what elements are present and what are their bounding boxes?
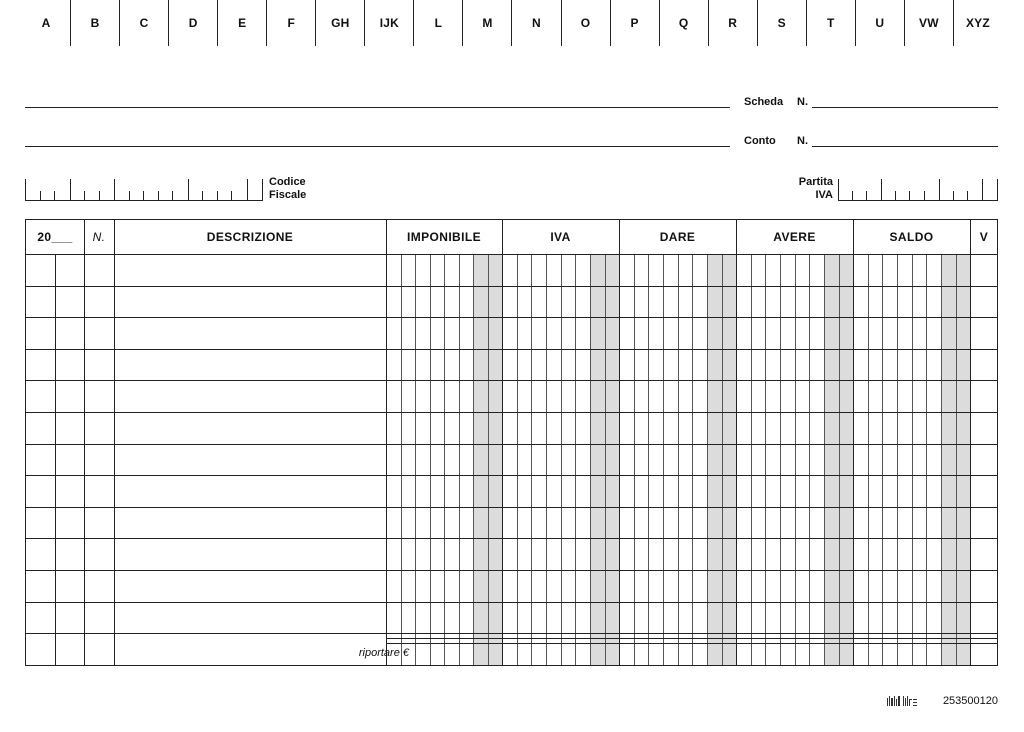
row-divider bbox=[26, 444, 997, 445]
conto-label: Conto bbox=[744, 135, 776, 147]
char-box[interactable] bbox=[867, 179, 882, 200]
digit-divider bbox=[722, 254, 723, 665]
digit-divider bbox=[531, 254, 532, 665]
alphabet-index bbox=[22, 0, 1002, 46]
row-divider bbox=[26, 286, 997, 287]
column-divider bbox=[386, 220, 387, 665]
product-code: 253500120 bbox=[942, 695, 998, 707]
digit-divider bbox=[795, 254, 796, 665]
digit-divider bbox=[430, 254, 431, 665]
year-header: 20___ bbox=[37, 230, 73, 244]
index-tab-n[interactable]: N bbox=[511, 0, 560, 46]
char-box[interactable] bbox=[100, 179, 116, 200]
row-divider bbox=[26, 380, 997, 381]
index-tab-b[interactable]: B bbox=[70, 0, 119, 46]
char-box[interactable] bbox=[853, 179, 867, 200]
conto-number-label: N. bbox=[797, 135, 808, 147]
iva-header: IVA bbox=[550, 230, 571, 244]
dare-header: DARE bbox=[659, 230, 696, 244]
digit-divider bbox=[678, 254, 679, 665]
riportare-label: riportare € bbox=[358, 647, 409, 659]
index-tab-f[interactable]: F bbox=[266, 0, 315, 46]
scheda-label: Scheda bbox=[744, 96, 784, 108]
digit-divider bbox=[882, 254, 883, 665]
row-divider bbox=[26, 349, 997, 350]
partita-iva-boxes[interactable] bbox=[838, 179, 998, 201]
digit-divider bbox=[634, 254, 635, 665]
digit-divider bbox=[401, 254, 402, 665]
char-box[interactable] bbox=[983, 179, 998, 200]
name-line-1 bbox=[25, 107, 730, 108]
digit-divider bbox=[824, 254, 825, 665]
char-box[interactable] bbox=[71, 179, 86, 200]
digit-divider bbox=[926, 254, 927, 665]
index-tab-e[interactable]: E bbox=[217, 0, 266, 46]
char-box[interactable] bbox=[882, 179, 896, 200]
char-box[interactable] bbox=[232, 179, 248, 200]
index-tab-o[interactable]: O bbox=[561, 0, 610, 46]
digit-divider bbox=[575, 254, 576, 665]
row-divider bbox=[26, 602, 997, 603]
descrizione-header: DESCRIZIONE bbox=[206, 230, 294, 244]
digit-divider bbox=[459, 254, 460, 665]
footer bbox=[887, 695, 998, 707]
digit-divider bbox=[517, 254, 518, 665]
digit-divider bbox=[473, 254, 474, 665]
total-divider bbox=[386, 638, 997, 639]
codice-fiscale-label: Codice Fiscale bbox=[269, 176, 307, 201]
ledger-table bbox=[25, 219, 998, 666]
digit-divider bbox=[868, 254, 869, 665]
digit-divider bbox=[444, 254, 445, 665]
char-box[interactable] bbox=[925, 179, 940, 200]
column-divider bbox=[55, 254, 56, 665]
digit-divider bbox=[415, 254, 416, 665]
saldo-header: SALDO bbox=[889, 230, 934, 244]
digit-divider bbox=[707, 254, 708, 665]
digit-divider bbox=[809, 254, 810, 665]
index-tab-xyz[interactable]: XYZ bbox=[953, 0, 1002, 46]
column-divider bbox=[619, 220, 620, 665]
codice-fiscale-boxes[interactable] bbox=[25, 179, 263, 201]
avere-header: AVERE bbox=[773, 230, 816, 244]
digit-divider bbox=[780, 254, 781, 665]
index-tab-s[interactable]: S bbox=[757, 0, 806, 46]
index-tab-d[interactable]: D bbox=[168, 0, 217, 46]
index-tab-gh[interactable]: GH bbox=[315, 0, 364, 46]
char-box[interactable] bbox=[248, 179, 264, 200]
char-box[interactable] bbox=[189, 179, 204, 200]
name-line-2 bbox=[25, 146, 730, 147]
digit-divider bbox=[897, 254, 898, 665]
column-divider bbox=[114, 220, 115, 665]
column-divider bbox=[853, 220, 854, 665]
index-tab-q[interactable]: Q bbox=[659, 0, 708, 46]
char-box[interactable] bbox=[41, 179, 56, 200]
total-divider bbox=[386, 643, 997, 644]
column-divider bbox=[84, 220, 85, 665]
char-box[interactable] bbox=[144, 179, 159, 200]
digit-divider bbox=[941, 254, 942, 665]
brand-logo-icon bbox=[887, 695, 935, 707]
char-box[interactable] bbox=[159, 179, 174, 200]
char-box[interactable] bbox=[130, 179, 145, 200]
char-box[interactable] bbox=[85, 179, 100, 200]
index-tab-c[interactable]: C bbox=[119, 0, 168, 46]
scheda-number-line[interactable] bbox=[812, 107, 998, 108]
column-divider bbox=[502, 220, 503, 665]
row-divider bbox=[26, 570, 997, 571]
row-divider bbox=[26, 412, 997, 413]
index-tab-t[interactable]: T bbox=[806, 0, 855, 46]
char-box[interactable] bbox=[839, 179, 853, 200]
index-tab-r[interactable]: R bbox=[708, 0, 757, 46]
header-divider bbox=[26, 254, 997, 255]
digit-divider bbox=[648, 254, 649, 665]
imponibile-header: IMPONIBILE bbox=[406, 230, 481, 244]
digit-divider bbox=[590, 254, 591, 665]
digit-divider bbox=[605, 254, 606, 665]
digit-divider bbox=[956, 254, 957, 665]
digit-divider bbox=[765, 254, 766, 665]
char-box[interactable] bbox=[940, 179, 954, 200]
index-tab-l[interactable]: L bbox=[413, 0, 462, 46]
digit-divider bbox=[663, 254, 664, 665]
digit-divider bbox=[839, 254, 840, 665]
row-divider bbox=[26, 633, 997, 634]
char-box[interactable] bbox=[115, 179, 130, 200]
row-divider bbox=[26, 507, 997, 508]
partita-iva-label: Partita IVA bbox=[798, 176, 833, 201]
index-tab-ijk[interactable]: IJK bbox=[364, 0, 413, 46]
char-box[interactable] bbox=[910, 179, 924, 200]
digit-divider bbox=[751, 254, 752, 665]
digit-divider bbox=[692, 254, 693, 665]
char-box[interactable] bbox=[218, 179, 233, 200]
char-box[interactable] bbox=[968, 179, 983, 200]
row-divider bbox=[26, 538, 997, 539]
char-box[interactable] bbox=[26, 179, 41, 200]
digit-divider bbox=[561, 254, 562, 665]
scheda-number-label: N. bbox=[797, 96, 808, 108]
digit-divider bbox=[912, 254, 913, 665]
index-tab-a[interactable]: A bbox=[41, 16, 51, 30]
char-box[interactable] bbox=[173, 179, 189, 200]
char-box[interactable] bbox=[954, 179, 968, 200]
char-box[interactable] bbox=[896, 179, 910, 200]
index-tab-u[interactable]: U bbox=[855, 0, 904, 46]
digit-divider bbox=[488, 254, 489, 665]
index-tab-p[interactable]: P bbox=[610, 0, 659, 46]
char-box[interactable] bbox=[55, 179, 71, 200]
column-divider bbox=[970, 220, 971, 665]
row-divider bbox=[26, 317, 997, 318]
char-box[interactable] bbox=[203, 179, 218, 200]
index-tab-m[interactable]: M bbox=[462, 0, 511, 46]
index-tab-vw[interactable]: VW bbox=[904, 0, 953, 46]
row-divider bbox=[26, 475, 997, 476]
digit-divider bbox=[546, 254, 547, 665]
conto-number-line[interactable] bbox=[812, 146, 998, 147]
column-divider bbox=[736, 220, 737, 665]
number-header: N. bbox=[92, 230, 106, 244]
v-header: V bbox=[979, 230, 989, 244]
